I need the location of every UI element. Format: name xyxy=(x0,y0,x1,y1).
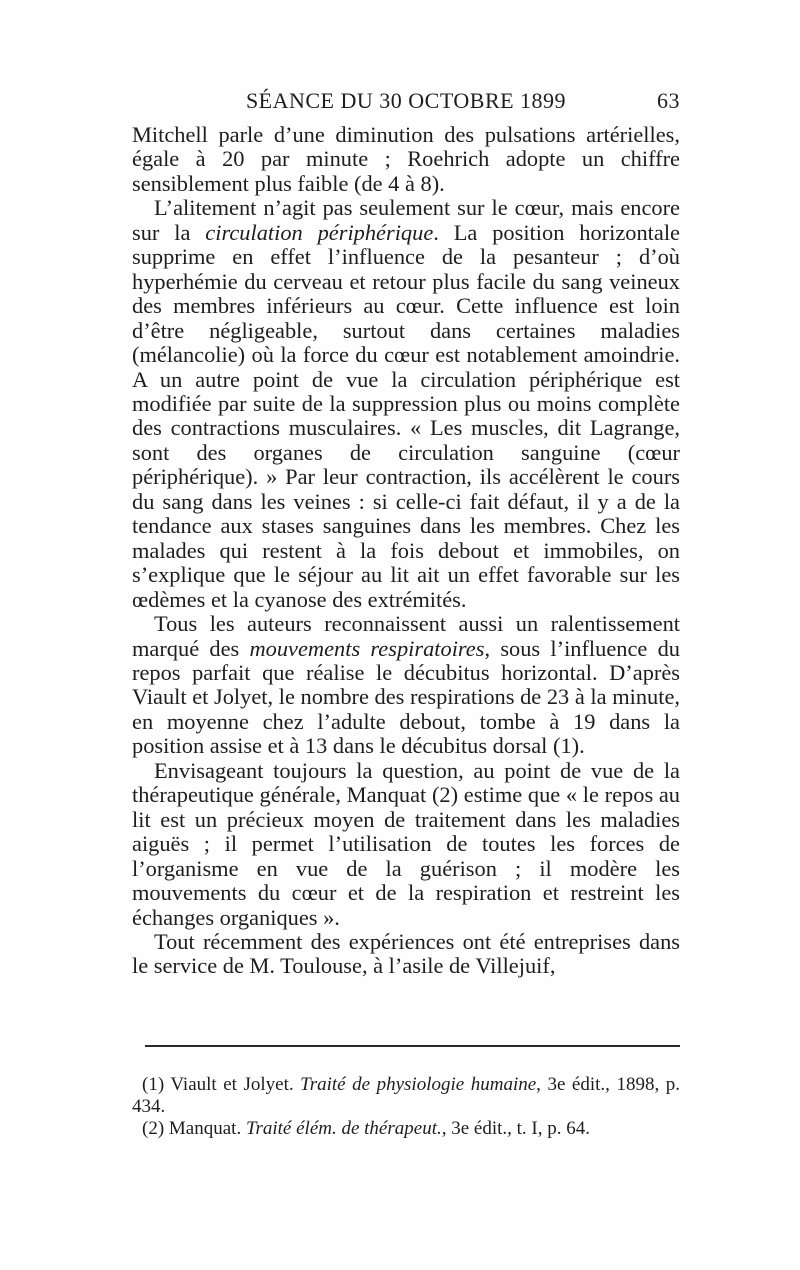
paragraph-1 xyxy=(132,123,680,196)
footnotes xyxy=(132,1074,680,1140)
footnote-2-text-a: (2) Manquat. xyxy=(142,1118,246,1139)
footnote-2-text-b: , 3e édit., t. I, p. 64. xyxy=(441,1118,591,1139)
body-text xyxy=(132,123,680,979)
footnote-1 xyxy=(132,1074,680,1118)
footnote-2 xyxy=(132,1118,680,1140)
paragraph-3-emphasis: mouvements respiratoires xyxy=(249,635,485,661)
paragraph-2-text-b: . La position horizontale supprime en effet l’influence de la pesanteur ; d’où hyperhémie du cerveau et retour plus facile du sang veineux des membres inférieurs au cœur. Cette influence est loin d’être négligeable, surtout dans certaines maladies (mélancolie) où la force du cœur est notablement amoindrie. A un autre point de vue la circulation périphérique est modifiée par suite de la suppression plus ou moins complète des contractions musculaires. « Les muscles, dit Lagrange, sont des organes de circulation sanguine (cœur périphérique). » Par leur contraction, ils accélèrent le cours du sang dans les veines : si celle-ci fait défaut, il y a de la tendance aux stases sanguines dans les membres. Chez les malades qui restent à la fois debout et immobiles, on s’explique que le séjour au lit ait un effet favorable sur les œdèmes et la cyanose des extrémités. xyxy=(132,219,680,612)
footnote-separator xyxy=(145,1045,680,1047)
paragraph-2 xyxy=(132,196,680,612)
paragraph-2-emphasis: circulation périphérique xyxy=(205,219,434,245)
paragraph-2-text-a: L’alitement n’agit pas seulement sur le cœur, mais encore sur la xyxy=(132,195,680,245)
paragraph-4 xyxy=(132,759,680,930)
footnote-1-text-b: , 3e édit., 1898, p. 434. xyxy=(132,1074,680,1117)
running-head xyxy=(132,88,680,118)
footnote-2-title: Traité élém. de thérapeut. xyxy=(245,1118,442,1139)
paragraph-1-text: Mitchell parle d’une diminution des pulsations artérielles, égale à 20 par minute ; Roehrich adopte un chiffre sensiblement plus faible (de 4 à 8). xyxy=(132,122,680,196)
footnote-1-title: Traité de physiologie humaine xyxy=(300,1074,537,1095)
paragraph-3-text-b: , sous l’influence du repos parfait que réalise le décubitus horizontal. D’après Viault et Jolyet, le nombre des respirations de 23 à la minute, en moyenne chez l’adulte debout, tombe à 19 dans la position assise et à 13 dans le décubitus dorsal (1). xyxy=(132,635,681,759)
paragraph-3 xyxy=(132,612,680,759)
paragraph-3-text-a: Tous les auteurs reconnaissent aussi un ralentissement marqué des xyxy=(132,611,680,661)
paragraph-5 xyxy=(132,930,680,979)
footnote-1-text-a: (1) Viault et Jolyet. xyxy=(142,1074,301,1095)
paragraph-5-text: Tout récemment des expériences ont été entreprises dans le service de M. Toulouse, à l’asile de Villejuif, xyxy=(132,928,680,979)
paragraph-4-text: Envisageant toujours la question, au point de vue de la thérapeutique générale, Manquat (2) estime que « le repos au lit est un précieux moyen de traitement dans les maladies aiguës ; il permet l’utilisation de toutes les forces de l’organisme en vue de la guérison ; il modère les mouvements du cœur et de la respiration et restreint les échanges organiques ». xyxy=(132,757,680,930)
running-title: SÉANCE DU 30 OCTOBRE 1899 xyxy=(245,88,567,113)
page-number: 63 xyxy=(657,88,680,113)
